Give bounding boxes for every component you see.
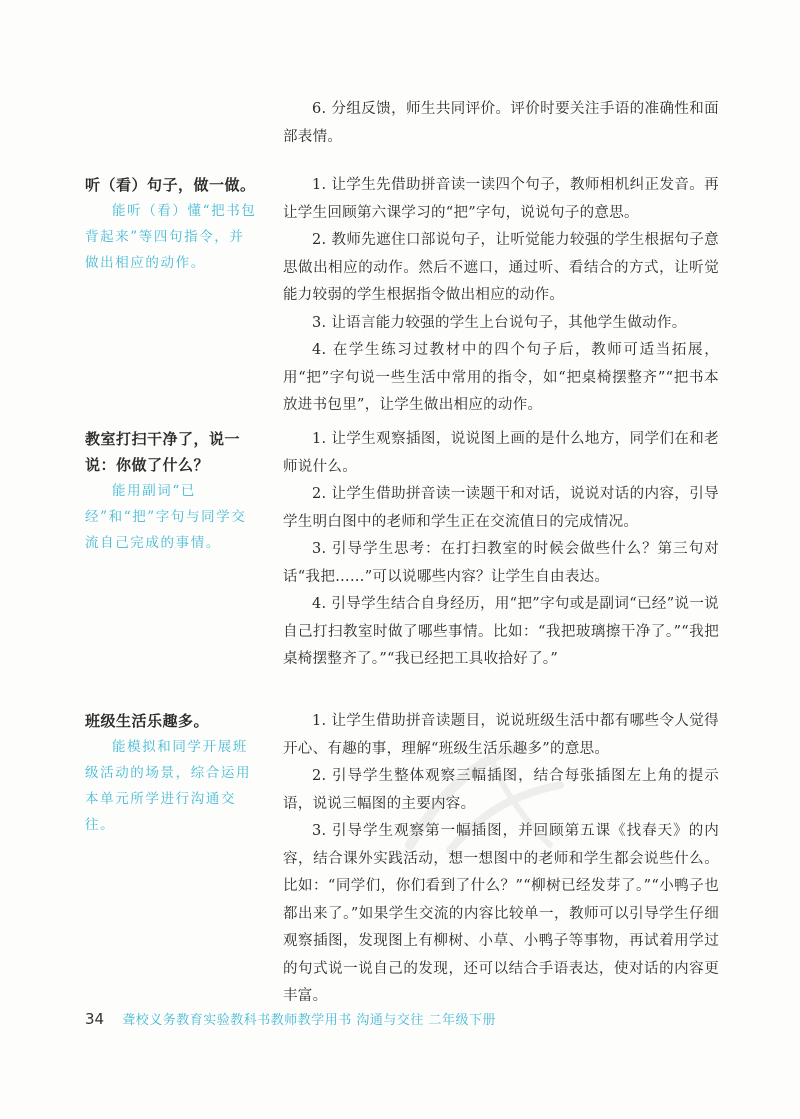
step-paragraph: 3. 引导学生思考：在打扫教室的时候会做些什么？第三句对话“我把……”可以说哪些内容？让学生自由表达。 <box>283 541 719 585</box>
step-paragraph: 1. 让学生观察插图，说说图上画的是什么地方，同学们在和老师说什么。 <box>283 431 719 475</box>
intro-paragraph: 6. 分组反馈，师生共同评价。评价时要关注手语的准确性和面部表情。 <box>283 101 719 145</box>
section-goal: 能用副词“已经”和“把”字句与同学交流自己完成的事情。 <box>85 483 247 551</box>
section-body <box>283 426 719 674</box>
section-goal: 能听（看）懂“把书包背起来”等四句指令，并做出相应的动作。 <box>85 203 257 271</box>
step-paragraph: 1. 让学生借助拼音读题目，说说班级生活中都有哪些令人觉得开心、有趣的事，理解“班级生活乐趣多”的意思。 <box>283 713 719 757</box>
section-heading: 听（看）句子，做一做。 <box>85 176 256 194</box>
section-sidebar <box>85 172 257 276</box>
step-paragraph: 2. 教师先遮住口部说句子，让听觉能力较强的学生根据句子意思做出相应的动作。然后不遮口，通过听、看结合的方式，让听觉能力较弱的学生根据指令做出相应的动作。 <box>283 232 719 303</box>
book-title: 聋校义务教育实验教科书教师教学用书 沟通与交往 二年级下册 <box>122 1013 496 1028</box>
step-paragraph: 3. 让语言能力较强的学生上台说句子，其他学生做动作。 <box>312 314 687 331</box>
section-heading: 班级生活乐趣多。 <box>85 712 210 730</box>
step-paragraph: 2. 让学生借助拼音读一读题干和对话，说说对话的内容，引导学生明白图中的老师和学生正在交流值日的完成情况。 <box>283 486 719 530</box>
step-paragraph: 4. 在学生练习过教材中的四个句子后，教师可适当拓展，用“把”字句说一些生活中常用的指令，如“把桌椅摆整齐”“把书本放进书包里”，让学生做出相应的动作。 <box>283 342 719 413</box>
step-paragraph: 2. 引导学生整体观察三幅插图，结合每张插图左上角的提示语，说说三幅图的主要内容。 <box>283 768 719 812</box>
section-body <box>283 172 719 420</box>
step-paragraph: 3. 引导学生观察第一幅插图，并回顾第五课《找春天》的内容，结合课外实践活动，想一想图中的老师和学生都会说些什么。比如：“同学们，你们看到了什么？”“柳树已经发芽了。”“小鸭子也都出来了。”如果学生交流的内容比较单一，教师可以引导学生仔细观察插图，发现图上有柳树、小草、小鸭子等事物，再试着用学过的句式说一说自己的发现，还可以结合手语表达，使对话的内容更丰富。 <box>283 823 719 1004</box>
section-sidebar <box>85 708 257 838</box>
step-paragraph: 4. 引导学生结合自身经历，用“把”字句或是副词“已经”说一说自己打扫教室时做了哪些事情。比如：“我把玻璃擦干净了。”“我把桌椅摆整齐了。”“我已经把工具收拾好了。” <box>283 596 719 667</box>
section-heading: 教室打扫干净了，说一说：你做了什么？ <box>85 430 241 474</box>
section-goal: 能模拟和同学开展班级活动的场景，综合运用本单元所学进行沟通交往。 <box>85 739 252 833</box>
section-sidebar <box>85 426 257 556</box>
section-body <box>283 708 719 1011</box>
page-number: 34 <box>85 1010 105 1028</box>
step-paragraph: 1. 让学生先借助拼音读一读四个句子，教师相机纠正发音。再让学生回顾第六课学习的“把”字句，说说句子的意思。 <box>283 177 719 221</box>
page-footer <box>85 1009 725 1028</box>
intro-block <box>283 96 719 151</box>
